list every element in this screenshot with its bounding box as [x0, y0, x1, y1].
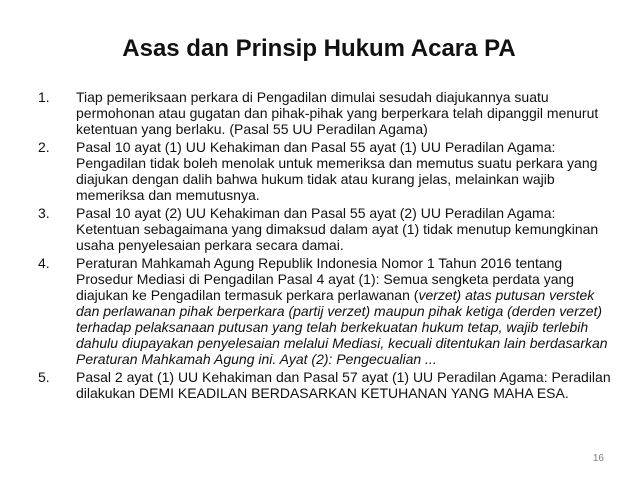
list-item-1: [38, 89, 614, 137]
list-item-text: Tiap pemeriksaan perkara di Pengadilan dimulai sesudah diajukannya suatu permohonan atau gugatan dan pihak-pihak yang berperkara telah dipanggil menurut ketentuan yang berlaku. (Pasal 55 UU Peradilan Agama): [76, 89, 599, 137]
list-item-number: 3.: [38, 205, 50, 221]
list-item-text-regular: Peraturan Mahkamah Agung Republik Indonesia Nomor 1 Tahun 2016 tentang Prosedur Mediasi di Pengadilan Pasal 4 ayat (1): Semua sengketa perdata yang diajukan ke Pengadilan termasuk perkara perlawanan (: [76, 255, 575, 303]
principles-list: [38, 89, 614, 403]
list-item-number: 2.: [38, 139, 50, 155]
list-item-text: Pasal 10 ayat (1) UU Kehakiman dan Pasal 55 ayat (1) UU Peradilan Agama: Pengadilan tidak boleh menolak untuk memeriksa dan memutus suatu perkara yang diajukan dengan dalih bahwa hukum tidak atau kurang jelas, melainkan wajib memeriksa dan memutusnya.: [76, 139, 598, 203]
page-number: 16: [592, 453, 604, 464]
list-item-text: [76, 255, 614, 367]
list-item-text: Pasal 2 ayat (1) UU Kehakiman dan Pasal 57 ayat (1) UU Peradilan Agama: Peradilan dilakukan DEMI KEADILAN BERDASARKAN KETUHANAN YANG MAHA ESA.: [76, 369, 611, 401]
slide-title: Asas dan Prinsip Hukum Acara PA: [122, 35, 516, 62]
list-item-5: [38, 369, 614, 401]
list-item-text: Pasal 10 ayat (2) UU Kehakiman dan Pasal 55 ayat (2) UU Peradilan Agama: Ketentuan sebagaimana yang dimaksud dalam ayat (1) tidak menutup kemungkinan usaha penyelesaian perkara secara damai.: [76, 205, 599, 253]
list-item-4: [38, 255, 614, 367]
list-item-number: 1.: [38, 89, 50, 105]
list-item-number: 4.: [38, 255, 50, 271]
list-item-3: [38, 205, 614, 253]
list-item-number: 5.: [38, 369, 50, 385]
list-item-text-italic: verzet) atas putusan verstek dan perlawanan pihak berperkara (partij verzet) maupun pihak ketiga (derden verzet) terhadap pelaksanaan putusan yang telah berkekuatan hukum tetap, wajib terlebih dahulu diupayakan penyelesaian melalui Mediasi, kecuali ditentukan lain berdasarkan Peraturan Mahkamah Agung ini. Ayat (2): Pengecualian ...: [76, 287, 608, 367]
list-item-2: [38, 139, 614, 203]
